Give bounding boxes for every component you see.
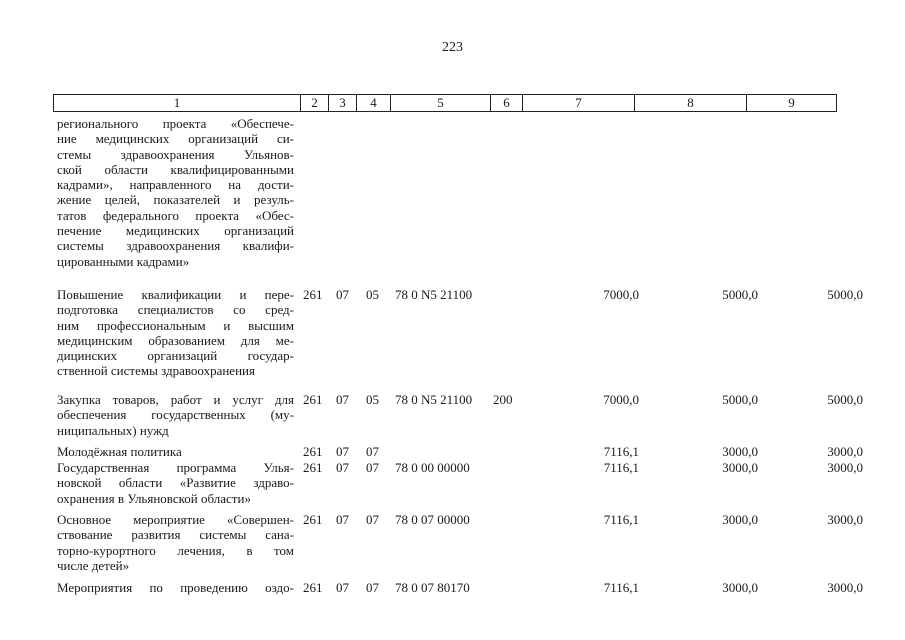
cell-target-article: 78 0 00 00000 [395,460,470,475]
header-col-3: 3 [328,95,356,111]
header-col-2: 2 [300,95,328,111]
cell-subsection: 07 [366,512,379,527]
row-description [57,116,294,269]
header-col-7: 7 [522,95,634,111]
cell-code: 261 [303,460,323,475]
description-line: медицинским образованием для ме- [57,332,294,348]
cell-amount-col9: 3000,0 [827,580,863,595]
description-line: ственной системы здравоохранения [57,363,255,379]
cell-section: 07 [336,287,349,302]
description-line: ним профессиональным и высшим [57,317,294,333]
cell-amount-col9: 3000,0 [827,512,863,527]
description-line: ниципальных) нужд [57,422,169,438]
description-line: ние медицинских организаций си- [57,131,294,147]
description-line: Государственная программа Улья- [57,460,294,475]
description-line: Повышение квалификации и пере- [57,287,294,302]
cell-code: 261 [303,580,323,595]
cell-section: 07 [336,460,349,475]
cell-section: 07 [336,580,349,595]
header-col-1: 1 [173,95,181,110]
description-line: стемы здравоохранения Ульянов- [57,146,294,162]
row-description [57,460,294,506]
description-line: охранения в Ульяновской области» [57,490,251,506]
cell-amount-col7: 7116,1 [603,460,639,475]
cell-section: 07 [336,512,349,527]
cell-target-article: 78 0 07 00000 [395,512,470,527]
description-line: Закупка товаров, работ и услуг для [57,392,294,407]
row-description [57,392,294,438]
description-line: Основное мероприятие «Совершен- [57,512,294,527]
row-description [57,580,294,595]
description-line: татов федерального проекта «Обес- [57,207,294,223]
cell-subsection: 05 [366,287,379,302]
cell-code: 261 [303,444,323,459]
cell-amount-col7: 7116,1 [603,444,639,459]
cell-amount-col8: 3000,0 [722,444,758,459]
description-line: цированными кадрами» [57,253,190,269]
cell-amount-col9: 5000,0 [827,287,863,302]
description-line: Молодёжная политика [57,444,182,459]
description-line: обеспечения государственных (му- [57,407,294,423]
cell-section: 07 [336,444,349,459]
cell-amount-col9: 3000,0 [827,460,863,475]
cell-subsection: 07 [366,580,379,595]
cell-code: 261 [303,287,323,302]
description-line: печение медицинских организаций [57,223,294,239]
description-line: системы здравоохранения квалифи- [57,238,294,254]
cell-amount-col8: 3000,0 [722,460,758,475]
description-line: подготовка специалистов со сред- [57,302,294,318]
description-line: жение целей, показателей и резуль- [57,192,294,208]
description-line: дицинских организаций государ- [57,348,294,364]
cell-subsection: 07 [366,460,379,475]
header-col-6: 6 [490,95,522,111]
cell-amount-col8: 3000,0 [722,512,758,527]
description-line: кадрами», направленного на дости- [57,177,294,193]
description-line: регионального проекта «Обеспече- [57,116,294,131]
cell-code: 261 [303,512,323,527]
cell-amount-col8: 5000,0 [722,287,758,302]
cell-amount-col8: 5000,0 [722,392,758,407]
cell-amount-col7: 7116,1 [603,580,639,595]
header-col-9: 9 [746,95,836,111]
cell-target-article: 78 0 N5 21100 [395,287,473,302]
cell-amount-col7: 7000,0 [603,392,639,407]
cell-code: 261 [303,392,323,407]
cell-expense-type: 200 [493,392,513,407]
cell-amount-col8: 3000,0 [722,580,758,595]
header-col-4: 4 [356,95,390,111]
cell-subsection: 05 [366,392,379,407]
row-description [57,444,294,459]
header-col-5: 5 [390,95,490,111]
description-line: ской области квалифицированными [57,161,294,177]
cell-target-article: 78 0 N5 21100 [395,392,473,407]
cell-subsection: 07 [366,444,379,459]
cell-amount-col9: 3000,0 [827,444,863,459]
row-description [57,287,294,379]
description-line: Мероприятия по проведению оздо- [57,580,294,595]
row-description [57,512,294,573]
description-line: ствование развития системы сана- [57,527,294,543]
cell-amount-col9: 5000,0 [827,392,863,407]
cell-section: 07 [336,392,349,407]
description-line: числе детей» [57,557,130,573]
description-line: новской области «Развитие здраво- [57,475,294,491]
cell-amount-col7: 7000,0 [603,287,639,302]
header-col-8: 8 [634,95,746,111]
table-header-row [53,94,837,112]
page-number: 223 [442,40,463,55]
cell-amount-col7: 7116,1 [603,512,639,527]
cell-target-article: 78 0 07 80170 [395,580,470,595]
description-line: торно-курортного лечения, в том [57,542,294,558]
